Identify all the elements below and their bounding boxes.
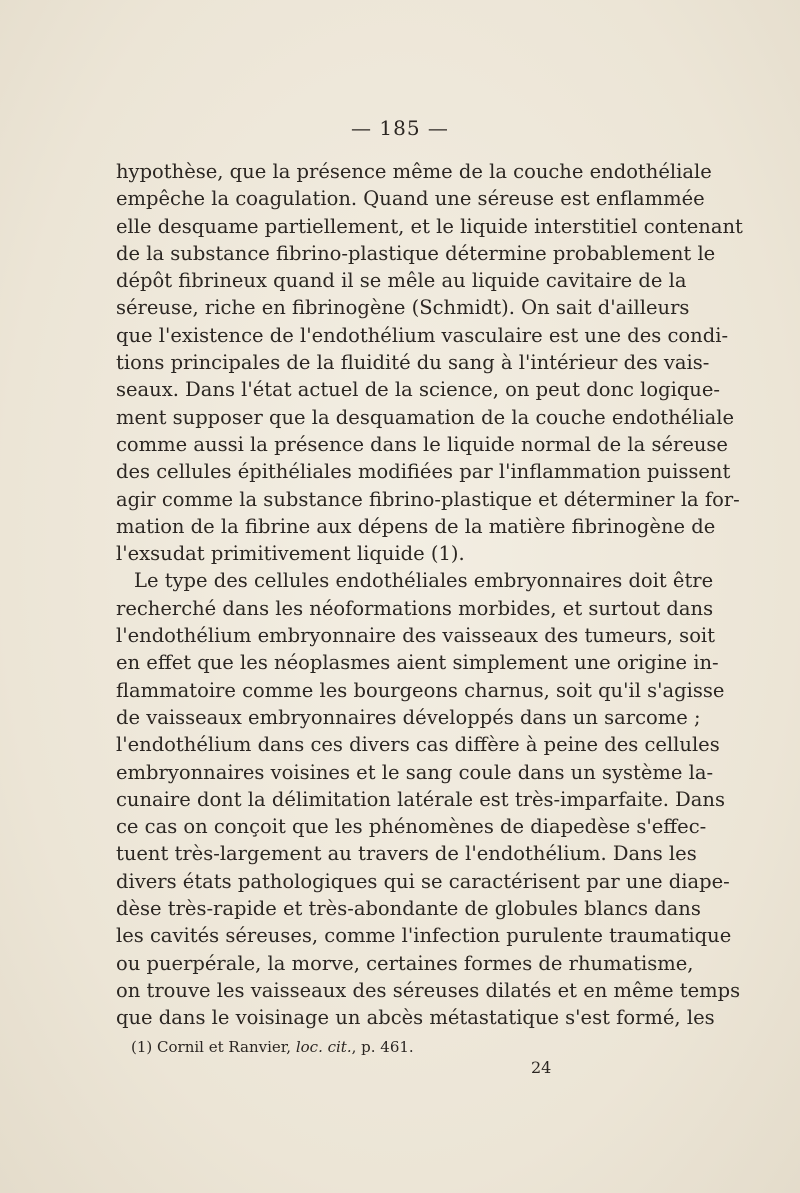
text-line: agir comme la substance fibrino-plastique et déterminer la for- (116, 487, 740, 511)
text-line: recherché dans les néoformations morbides, et surtout dans (116, 596, 714, 620)
text-line: dèse très-rapide et très-abondante de globules blancs dans (116, 897, 701, 921)
body-text (116, 158, 743, 1032)
text-line: de vaisseaux embryonnaires développés dans un sarcome ; (116, 705, 701, 729)
text-line: elle desquame partiellement, et le liquide interstitiel contenant (116, 214, 743, 238)
text-line: mation de la fibrine aux dépens de la matière fibrinogène de (116, 514, 716, 538)
footnote (131, 1038, 414, 1056)
text-line: cunaire dont la délimitation latérale est très-imparfaite. Dans (116, 787, 725, 811)
footnote-citation: loc. cit. (295, 1038, 352, 1056)
text-line: seaux. Dans l'état actuel de la science, on peut donc logique- (116, 378, 720, 402)
text-line: dépôt fibrineux quand il se mêle au liquide cavitaire de la (116, 269, 687, 293)
text-line: hypothèse, que la présence même de la couche endothéliale (116, 160, 712, 183)
text-line: séreuse, riche en fibrinogène (Schmidt). On sait d'ailleurs (116, 296, 690, 320)
text-line: ou puerpérale, la morve, certaines formes de rhumatisme, (116, 951, 694, 975)
text-line: comme aussi la présence dans le liquide normal de la séreuse (116, 432, 728, 456)
text-line: l'endothélium embryonnaire des vaisseaux des tumeurs, soit (116, 624, 716, 648)
text-line: l'exsudat primitivement liquide (1). (116, 542, 465, 566)
text-line: ce cas on conçoit que les phénomènes de diapedèse s'effec- (116, 815, 707, 839)
text-line: les cavités séreuses, comme l'infection purulente traumatique (116, 924, 732, 948)
page-number: — 185 — (351, 116, 449, 140)
text-line: que l'existence de l'endothélium vasculaire est une des condi- (116, 323, 729, 347)
text-line: de la substance fibrino-plastique détermine probablement le (116, 241, 716, 265)
footnote-suffix: , p. 461. (351, 1038, 414, 1056)
text-line: que dans le voisinage un abcès métastatique s'est formé, les (116, 1006, 715, 1030)
text-line: ment supposer que la desquamation de la couche endothéliale (116, 405, 735, 429)
paragraph-first-line: Le type des cellules endothéliales embryonnaires doit être (134, 569, 714, 593)
text-line: flammatoire comme les bourgeons charnus, soit qu'il s'agisse (116, 678, 725, 702)
text-line: empêche la coagulation. Quand une séreuse est enflammée (116, 187, 705, 211)
text-line: l'endothélium dans ces divers cas diffère à peine des cellules (116, 733, 720, 757)
text-line: embryonnaires voisines et le sang coule dans un système la- (116, 760, 714, 784)
text-line: tions principales de la fluidité du sang à l'intérieur des vais- (116, 351, 710, 375)
text-line: des cellules épithéliales modifiées par l'inflammation puissent (116, 460, 731, 484)
signature-mark: 24 (531, 1058, 552, 1077)
text-line: divers états pathologiques qui se caractérisent par une diape- (116, 869, 730, 893)
text-line: tuent très-largement au travers de l'endothélium. Dans les (116, 842, 697, 866)
footnote-prefix: (1) Cornil et Ranvier, (131, 1038, 296, 1056)
text-line: en effet que les néoplasmes aient simplement une origine in- (116, 651, 719, 675)
text-line: on trouve les vaisseaux des séreuses dilatés et en même temps (116, 978, 741, 1002)
